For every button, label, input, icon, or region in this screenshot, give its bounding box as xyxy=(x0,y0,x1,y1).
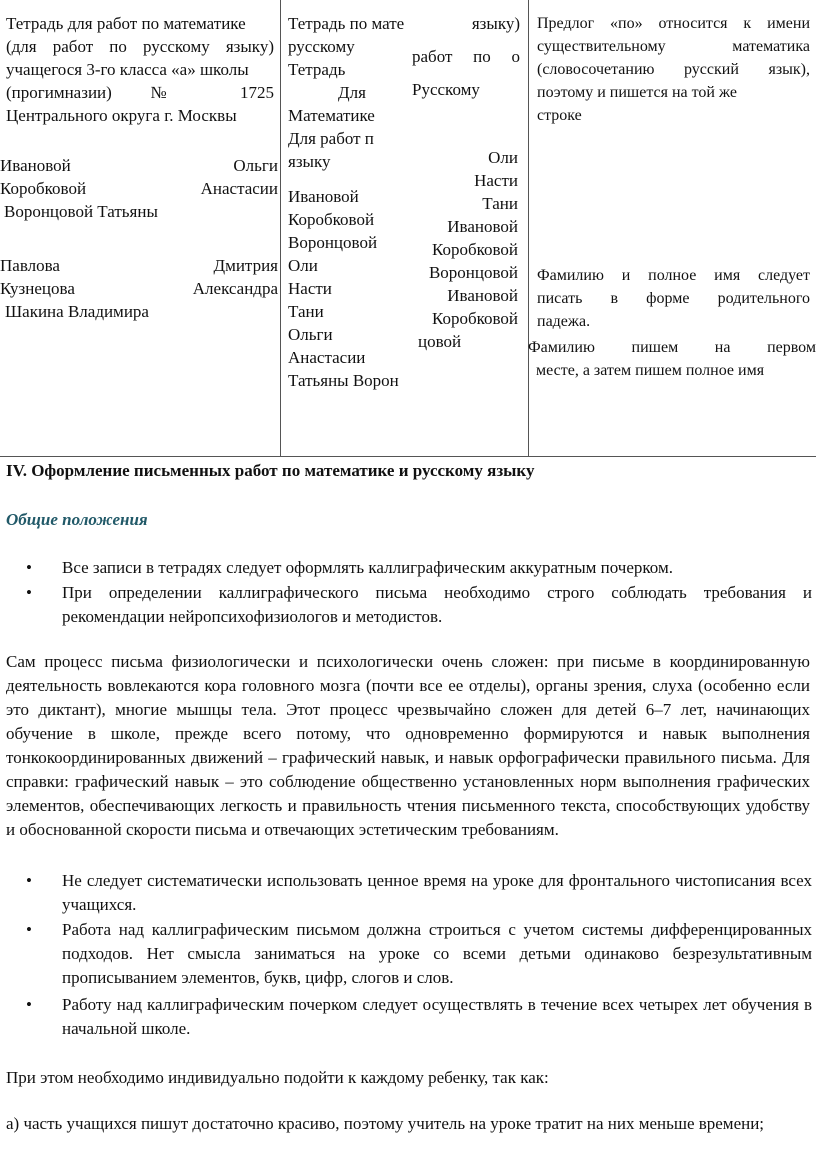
heading-line: Центрального округа г. Москвы xyxy=(6,106,237,125)
bullet-icon: • xyxy=(26,583,32,602)
table-divider xyxy=(280,0,281,456)
list-item: • Все записи в тетрадях следует оформлять каллиграфическим аккуратным почерком. xyxy=(26,556,812,580)
name-row: Павлова Дмитрия xyxy=(0,256,278,275)
bullet-icon: • xyxy=(26,871,32,890)
name-row: Кузнецова Александра xyxy=(0,279,278,298)
list-item: • Работа над каллиграфическим письмом должна строиться с учетом системы дифференцированных подходов. Нет смысла заниматься на уроке со всеми детьми одинаково безрезультативным прописыванием элементов, букв, цифр, слогов и слов. xyxy=(26,920,812,987)
bullet-icon: • xyxy=(26,920,32,939)
heading-line: Тетрадь для работ по математике xyxy=(6,14,246,33)
name-row: Воронцовой Татьяны xyxy=(4,202,158,221)
list-item: • При определении каллиграфического письма необходимо строго соблюдать требования и рекомендации нейропсихофизиологов и методистов. xyxy=(26,583,812,626)
name-row: Коробковой Анастасии xyxy=(0,179,278,198)
table-divider xyxy=(528,0,529,456)
names-group-a xyxy=(0,154,278,223)
list-item: • Работу над каллиграфическим почерком следует осуществлять в течение всех четырех лет обучения в начальной школе. xyxy=(26,995,812,1038)
list-item: • Не следует систематически использовать ценное время на уроке для фронтального чистописания всех учащихся. xyxy=(26,871,812,914)
section-title: IV. Оформление письменных работ по математике и русскому языку xyxy=(6,461,535,480)
bullet-icon: • xyxy=(26,558,32,577)
overlap-right-names: Оли Насти Тани Ивановой Коробковой Воронцовой Ивановой Коробковой цовой xyxy=(418,148,518,351)
bullet-icon: • xyxy=(26,995,32,1014)
overlap-right-top: языку) xyxy=(471,14,520,33)
overlap-right-mid: работ по о Русскому xyxy=(412,47,520,99)
name-row: Ивановой Ольги xyxy=(0,156,278,175)
table-bottom-border xyxy=(0,456,816,457)
paragraph: При этом необходимо индивидуально подойти к каждому ребенку, так как: xyxy=(6,1068,549,1087)
note-order: Фамилию пишем на первом месте, а затем пишем полное имя xyxy=(528,339,816,379)
name-row: Шакина Владимира xyxy=(5,302,149,321)
overlap-left-text: Тетрадь по мате русскому Тетрадь Для Математике Для работ п языку Ивановой Коробковой Воронцовой Оли Насти Тани Ольги Анастасии Татьяны Ворон xyxy=(288,14,405,390)
heading-line: (прогимназии) № 1725 xyxy=(6,83,274,102)
heading-line: учащегося 3-го класса «а» школы xyxy=(6,60,249,79)
paragraph: а) часть учащихся пишут достаточно красиво, поэтому учитель на уроке тратит на них меньше времени; xyxy=(6,1114,765,1133)
note-preposition: Предлог «по» относится к имени существительному математика (словосочетанию русский язык), поэтому и пишется на той же строке xyxy=(537,15,810,124)
example-table xyxy=(0,0,816,456)
paragraph: Сам процесс письма физиологически и психологически очень сложен: при письме в координированную деятельность вовлекаются кора головного мозга (почти все ее отделы), органы зрения, слуха (особенно если это диктант), многие мышцы тела. Этот процесс чрезвычайно сложен для детей 6–7 лет, начинающих обучение в школе, прежде всего потому, что одновременно формируются и навык выполнения тонкокоординированных движений – графический навык, и навык орфографически правильного письма. Для справки: графический навык – это соблюдение общественно установленных норм выполнения графических элементов, обеспечивающих легкость и правильность чтения письменного текста, способствующих удобству и обоснованной скорости письма и отвечающих эстетическим требованиям. xyxy=(6,652,810,839)
section-subtitle: Общие положения xyxy=(6,510,148,529)
notebook-heading-sample xyxy=(6,12,274,127)
heading-line: (для работ по русскому языку) xyxy=(6,37,274,56)
names-group-b xyxy=(0,254,278,323)
note-genitive: Фамилию и полное имя следует писать в форме родительного падежа. xyxy=(537,267,810,330)
